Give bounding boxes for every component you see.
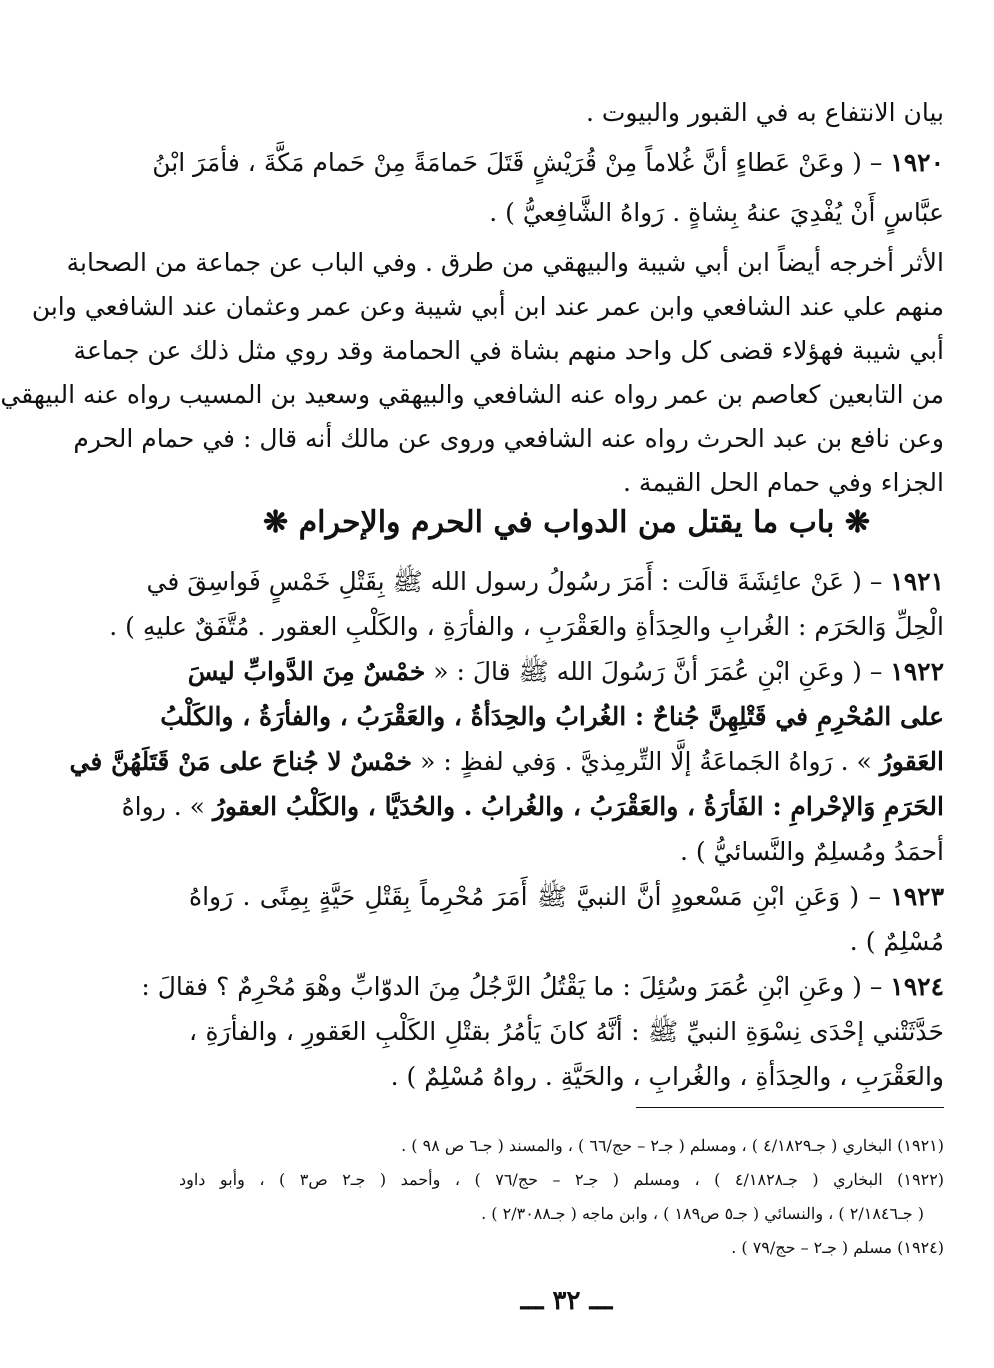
hadith-quote: الحَرَمِ وَالإحْرامِ : الفَأرَةُ ، والعَقْرَبُ ، والغُرابُ . والحُدَيَّا ، والكَلْبُ العقورُ bbox=[212, 792, 944, 821]
hadith-1920-line-2: عبَّاسٍ أَنْ يُفْدِيَ عنهُ بِشاةٍ . رَواهُ الشَّافِعيُّ ) . bbox=[489, 198, 944, 227]
commentary-line-5: وعن نافع بن عبد الحرث رواه عنه الشافعي وروى عن مالك أنه قال : في حمام الحرم bbox=[73, 424, 944, 453]
hadith-text: » . رواهُ bbox=[121, 792, 205, 821]
page-number: ـــ ٣٢ ـــ bbox=[520, 1286, 613, 1316]
hadith-1922-line-5: أحمَدُ ومُسلِمٌ والنَّسائيُّ ) . bbox=[679, 837, 944, 866]
hadith-text: – ( وَعَنِ ابْنِ مَسْعودٍ أنَّ النبيَّ ﷺ أَمَرَ مُحْرِماً بِقَتْلِ حَيَّةٍ بِمِنًى . رَواهُ bbox=[189, 882, 881, 911]
text-line: بيان الانتفاع به في القبور والبيوت . bbox=[585, 98, 944, 127]
commentary-line-1: الأثر أخرجه أيضاً ابن أبي شيبة والبيهقي من طرق . وفي الباب عن جماعة من الصحابة bbox=[66, 248, 944, 277]
footnote-1921: (١٩٢١) البخاري ( جـ٤/١٨٢٩ ) ، ومسلم ( جـ٢ – حج/٦٦ ) ، والمسند ( جـ٦ ص ٩٨ ) . bbox=[401, 1136, 944, 1155]
chapter-heading: ❋ باب ما يقتل من الدواب في الحرم والإحرام ❋ bbox=[263, 505, 870, 540]
hadith-quote: العَقورُ bbox=[879, 747, 944, 776]
hadith-1922-line-1 bbox=[189, 652, 944, 692]
footnote-1922: (١٩٢٢) البخاري ( جـ٤/١٨٢٨ ) ، ومسلم ( جـ٢ – حج/٧٦ ) ، وأحمد ( جـ٢ ص٣ ) ، وأبو داود bbox=[179, 1170, 945, 1189]
hadith-1924-line-3: والعَقْرَبِ ، والحِدَأةِ ، والغُرابِ ، والحَيَّةِ . رواهُ مُسْلِمٌ ) . bbox=[390, 1062, 944, 1091]
hadith-1922-line-4 bbox=[121, 787, 944, 827]
hadith-quote: خمْسٌ لا جُناحَ على مَنْ قَتَلَهُنَّ في bbox=[69, 747, 413, 776]
commentary-line-3: أبي شيبة فهؤلاء قضى كل واحد منهم بشاة في الحمامة وقد روي مثل ذلك عن جماعة bbox=[73, 336, 944, 365]
hadith-1922-line-2: على المُحْرِمِ في قَتْلِهِنَّ جُناحٌ : الغُرابُ والحِدَأةُ ، والعَقْرَبُ ، والفأرَةُ ، والكَلْبُ bbox=[160, 702, 944, 731]
hadith-number: ١٩٢١ bbox=[890, 567, 944, 596]
hadith-1923-line-1 bbox=[189, 877, 944, 917]
hadith-number: ١٩٢٢ bbox=[890, 657, 944, 686]
footnote-1922-cont: ( جـ٢/١٨٤٦ ) ، والنسائي ( جـ٥ ص١٨٩ ) ، وابن ماجه ( جـ٢/٣٠٨٨ ) . bbox=[481, 1204, 924, 1223]
hadith-1921-line-1 bbox=[146, 562, 944, 602]
hadith-text: – ( وعَنِ ابْنِ عُمَرَ وسُئِلَ : ما يَقْتُلُ الرَّجُلُ مِنَ الدوّابِّ وهْوَ مُحْرِمٌ ؟ فقالَ : bbox=[141, 972, 883, 1001]
footnote-divider bbox=[636, 1107, 944, 1108]
hadith-quote: خمْسٌ مِنَ الدَّوابِّ ليسَ bbox=[187, 657, 426, 686]
hadith-1924-line-2: حَدَّثَتْني إحْدَى نِسْوَةِ النبيِّ ﷺ : أنَّهُ كانَ يَأمُرُ بقتْلِ الكَلْبِ العَقورِ ، والفأرَةِ ، bbox=[189, 1017, 944, 1046]
hadith-1924-line-1 bbox=[141, 967, 944, 1007]
footnote-1924: (١٩٢٤) مسلم ( جـ٢ – حج/٧٩ ) . bbox=[731, 1238, 944, 1257]
hadith-text: – ( عَنْ عائِشَةَ قالَت : أَمَرَ رسُولُ رسول الله ﷺ بِقَتْلِ خَمْسٍ فَواسِقَ في bbox=[146, 567, 883, 596]
commentary-line-2: منهم علي عند الشافعي وابن عمر عند ابن أبي شيبة وعن عمر وعثمان عند الشافعي وابن bbox=[31, 292, 944, 321]
hadith-text: – ( وعَنِ ابْنِ عُمَرَ أنَّ رَسُولَ الله ﷺ قالَ : « bbox=[433, 657, 883, 686]
hadith-text: » . رَواهُ الجَماعَةُ إلَّا التِّرمِذيَّ . وَفي لفظٍ : « bbox=[420, 747, 872, 776]
hadith-1922-line-3 bbox=[69, 742, 944, 782]
hadith-number: ١٩٢٣ bbox=[890, 882, 944, 911]
hadith-number: ١٩٢٤ bbox=[890, 972, 944, 1001]
commentary-line-4: من التابعين كعاصم بن عمر رواه عنه الشافعي والبيهقي وسعيد بن المسيب رواه عنه البيهقي bbox=[0, 380, 944, 409]
hadith-1921-line-2: الْحِلِّ وَالحَرَم : الغُرابِ والحِدَأةِ والعَقْرَبِ ، والفأرَةِ ، والكَلْبِ العقور . مُتَّفَقٌ عليهِ ) . bbox=[109, 612, 944, 641]
hadith-1920-line-1 bbox=[152, 143, 944, 183]
hadith-1923-line-2: مُسْلِمٌ ) . bbox=[849, 927, 944, 956]
commentary-line-6: الجزاء وفي حمام الحل القيمة . bbox=[623, 468, 944, 497]
hadith-number: ١٩٢٠ bbox=[890, 148, 944, 177]
hadith-text: – ( وعَنْ عَطاءٍ أنَّ غُلاماً مِنْ قُرَيْشٍ قَتَلَ حَمامَةً مِنْ حَمام مَكَّةَ ، فأمَرَ ابْنُ bbox=[152, 148, 883, 177]
